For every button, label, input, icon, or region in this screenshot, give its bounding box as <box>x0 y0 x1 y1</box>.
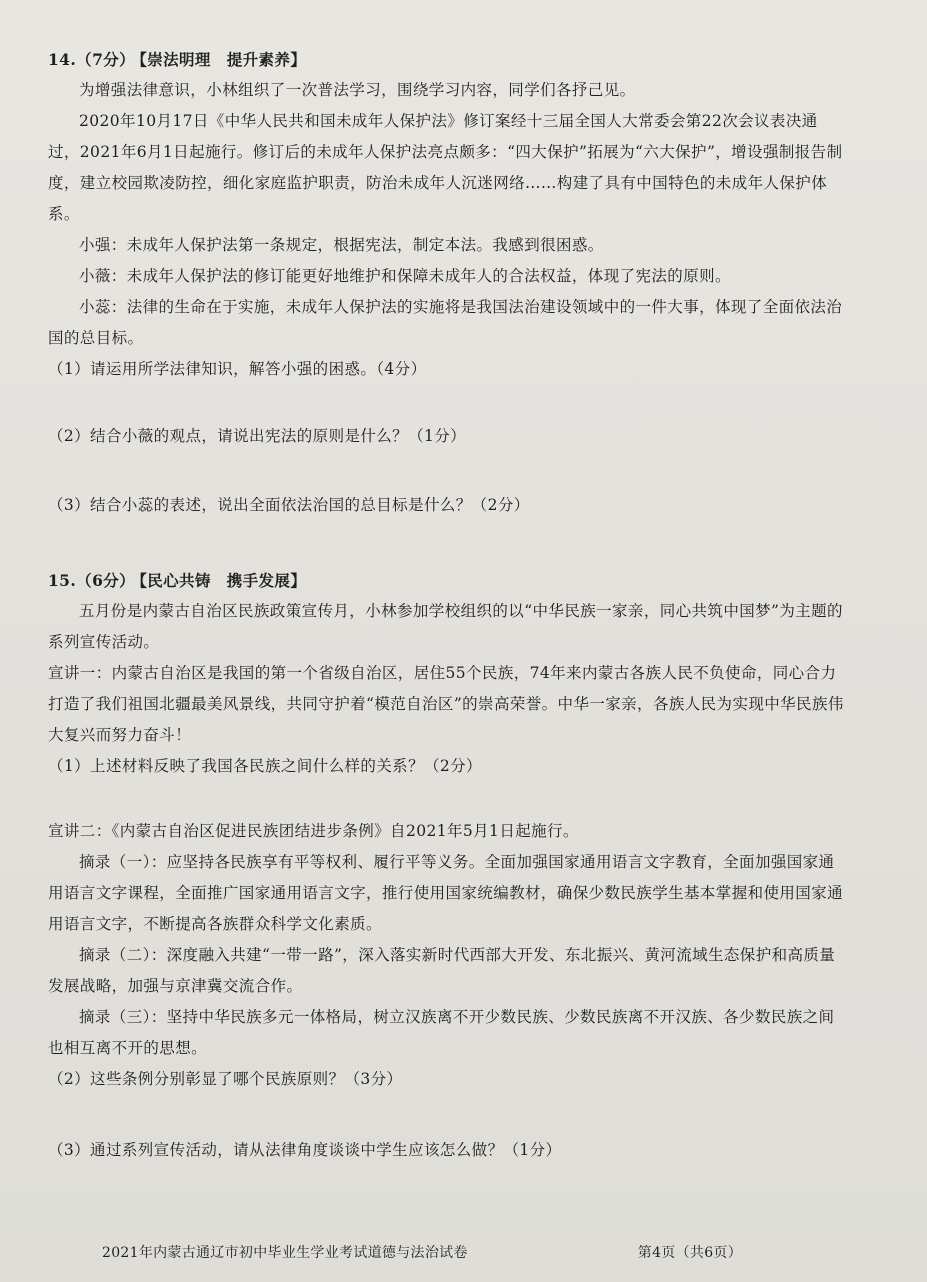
talk-one: 宣讲一：内蒙古自治区是我国的第一个省级自治区，居住55个民族，74年来内蒙古各族人民不负使命，同心合力打造了我们祖国北疆最美风景线，共同守护着“模范自治区”的崇高荣誉。中华一家亲，各族人民为实现中华民族伟大复兴而努力奋斗！ <box>48 664 844 744</box>
answer-space <box>48 782 848 816</box>
question-15-intro: 五月份是内蒙古自治区民族政策宣传月，小林参加学校组织的以“中华民族一家亲，同心共筑中国梦”为主题的系列宣传活动。 <box>48 602 843 651</box>
question-14-material: 2020年10月17日《中华人民共和国未成年人保护法》修订案经十三届全国人大常委会第22次会议表决通过，2021年6月1日起施行。修订后的未成年人保护法亮点颇多：“四大保护”拓展为“六大保护”，增设强制报告制度，建立校园欺凌防控，细化家庭监护职责，防治未成年人沉迷网络……构建了具有中国特色的未成年人保护体系。 <box>48 112 843 223</box>
answer-space <box>48 521 848 565</box>
xiaowei-statement: 小薇：未成年人保护法的修订能更好地维护和保障未成年人的合法权益，体现了宪法的原则。 <box>79 267 731 285</box>
question-15-sub-2: （2）这些条例分别彰显了哪个民族原则？（3分） <box>48 1070 403 1088</box>
question-14-sub-1: （1）请运用所学法律知识，解答小强的困惑。（4分） <box>48 360 427 378</box>
page-number: 第4页（共6页） <box>637 1245 742 1261</box>
excerpt-two: 摘录（二）：深度融入共建“一带一路”，深入落实新时代西部大开发、东北振兴、黄河流域生态保护和高质量发展战略，加强与京津冀交流合作。 <box>48 946 836 995</box>
excerpt-three: 摘录（三）：坚持中华民族多元一体格局，树立汉族离不开少数民族、少数民族离不开汉族、各少数民族之间也相互离不开的思想。 <box>48 1008 835 1057</box>
question-14-theme: 【崇法明理 提升素养】 <box>139 50 307 69</box>
question-14-heading <box>48 44 848 75</box>
question-15-sub-3: （3）通过系列宣传活动，请从法律角度谈谈中学生应该怎么做？（1分） <box>48 1141 562 1159</box>
answer-space <box>48 452 848 490</box>
question-14-sub-2: （2）结合小薇的观点，请说出宪法的原则是什么？（1分） <box>48 427 467 445</box>
question-15-heading <box>48 565 848 596</box>
answer-space <box>48 385 848 421</box>
page-footer <box>102 1242 742 1262</box>
question-14-intro: 为增强法律意识，小林组织了一次普法学习，围绕学习内容，同学们各抒己见。 <box>79 81 636 99</box>
xiaoqiang-statement: 小强：未成年人保护法第一条规定，根据宪法，制定本法。我感到很困惑。 <box>79 236 604 254</box>
question-14-number: 14.（7分） <box>48 50 136 69</box>
question-15-theme: 【民心共铸 携手发展】 <box>139 571 307 590</box>
question-15-number: 15.（6分） <box>48 571 136 590</box>
talk-two: 宣讲二：《内蒙古自治区促进民族团结进步条例》自2021年5月1日起施行。 <box>48 822 579 840</box>
exam-content <box>48 44 848 1166</box>
question-14-sub-3: （3）结合小蕊的表述，说出全面依法治国的总目标是什么？（2分） <box>48 496 530 514</box>
exam-title: 2021年内蒙古通辽市初中毕业生学业考试道德与法治试卷 <box>102 1245 468 1261</box>
xiaorui-statement: 小蕊：法律的生命在于实施，未成年人保护法的实施将是我国法治建设领域中的一件大事，体现了全面依法治国的总目标。 <box>48 298 843 347</box>
question-15-sub-1: （1）上述材料反映了我国各民族之间什么样的关系？（2分） <box>48 757 482 775</box>
excerpt-one: 摘录（一）：应坚持各民族享有平等权利、履行平等义务。全面加强国家通用语言文字教育，全面加强国家通用语言文字课程，全面推广国家通用语言文字，推行使用国家统编教材，确保少数民族学生基本掌握和使用国家通用语言文字，不断提高各族群众科学文化素质。 <box>48 853 844 933</box>
answer-space <box>48 1095 848 1135</box>
